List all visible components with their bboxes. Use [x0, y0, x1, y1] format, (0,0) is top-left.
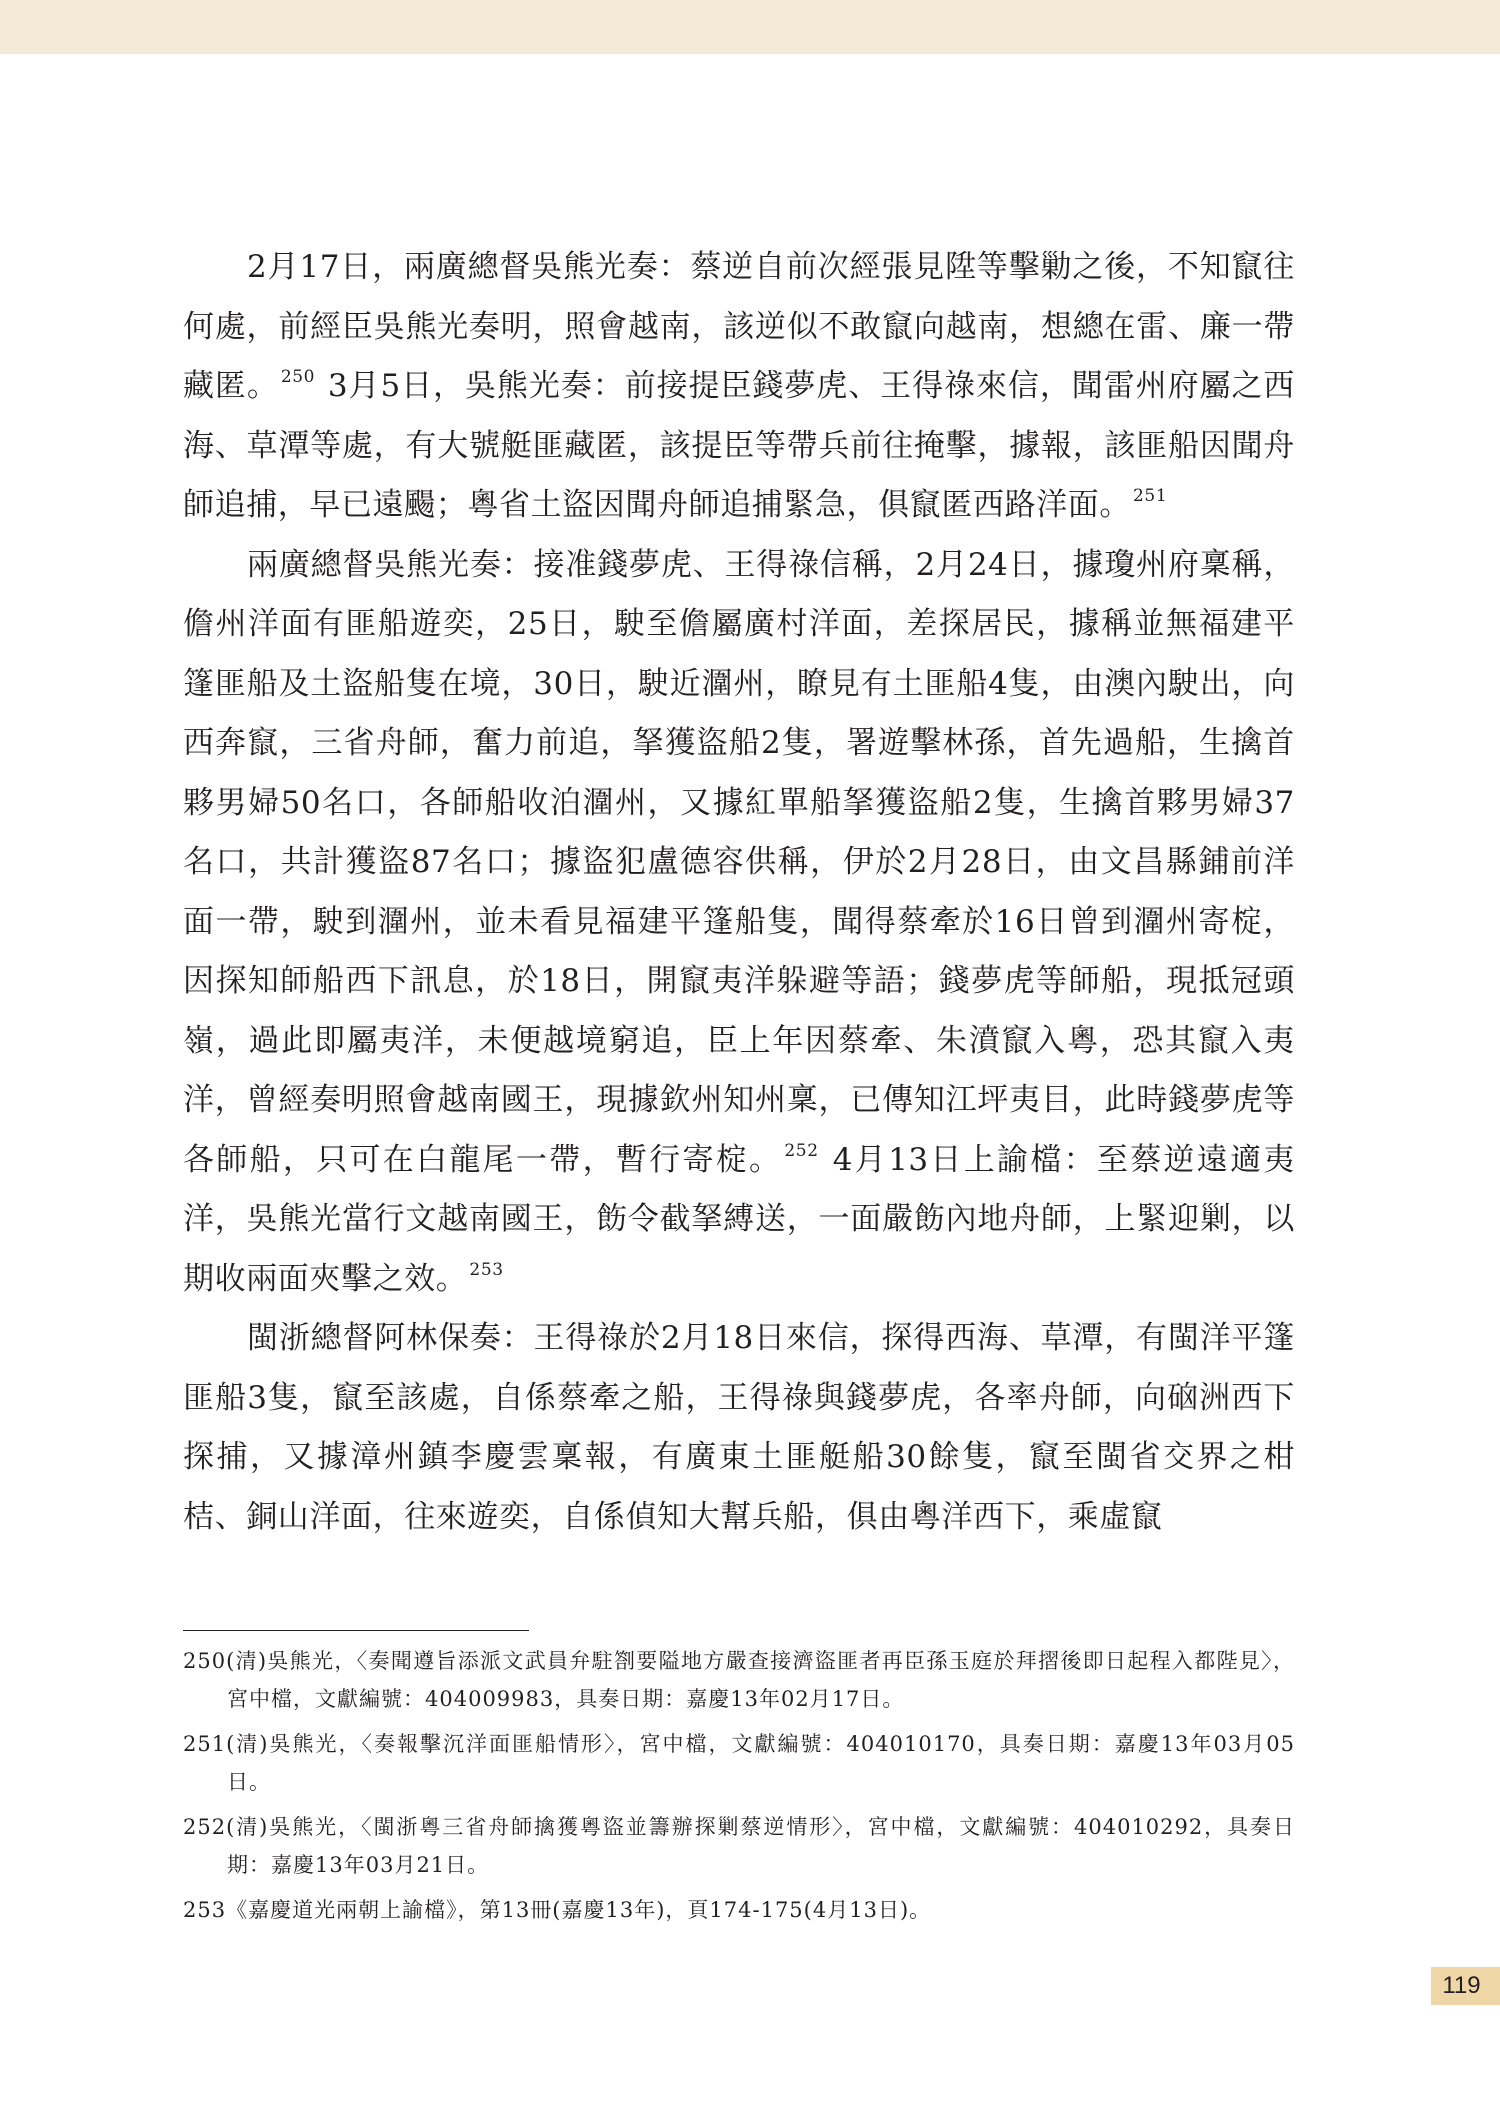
footnote-divider	[183, 1630, 529, 1631]
paragraph-2-text-a: 兩廣總督吳熊光奏：接准錢夢虎、王得祿信稱，2月24日，據瓊州府稟稱，儋州洋面有匪船遊奕，25日，駛至儋屬廣村洋面，差探居民，據稱並無福建平篷匪船及土盜船隻在境，30日，駛近潿州，瞭見有土匪船4隻，由澳內駛出，向西奔竄，三省舟師，奮力前追，拏獲盜船2隻，署遊擊林孫，首先過船，生擒首夥男婦50名口，各師船收泊潿州，又據紅單船拏獲盜船2隻，生擒首夥男婦37名口，共計獲盜87名口；據盜犯盧德容供稱，伊於2月28日，由文昌縣鋪前洋面一帶，駛到潿州，並未看見福建平篷船隻，聞得蔡牽於16日曾到潿州寄椗，因探知師船西下訊息，於18日，開竄夷洋躲避等語；錢夢虎等師船，現抵冠頭嶺，過此即屬夷洋，未便越境窮追，臣上年因蔡牽、朱濆竄入粵，恐其竄入夷洋，曾經奏明照會越南國王，現據欽州知州稟，已傳知江坪夷目，此時錢夢虎等各師船，只可在白龍尾一帶，暫行寄椗。	[183, 546, 1295, 1178]
paragraph-1-text-a: 2月17日，兩廣總督吳熊光奏：蔡逆自前次經張見陞等擊勦之後，不知竄往何處，前經臣吳熊光奏明，照會越南，該逆似不敢竄向越南，想總在雷、廉一帶藏匿。	[183, 249, 1295, 404]
footnote-250: 250(清)吳熊光，〈奏聞遵旨添派文武員弁駐劄要隘地方嚴查接濟盜匪者再臣孫玉庭於拜摺後即日起程入都陛見〉，宮中檔，文獻編號：404009983，具奏日期：嘉慶13年02月17日。	[183, 1649, 1295, 1711]
footnotes	[183, 1642, 1295, 1936]
footnote-ref-253[interactable]: 253	[469, 1259, 504, 1280]
footnote-252: 252(清)吳熊光，〈閩浙粵三省舟師擒獲粵盜並籌辦探剿蔡逆情形〉，宮中檔，文獻編號：404010292，具奏日期：嘉慶13年03月21日。	[183, 1815, 1295, 1877]
top-color-band	[0, 0, 1500, 54]
footnote-ref-251[interactable]: 251	[1133, 486, 1168, 506]
body-text	[183, 238, 1295, 1547]
page-number: 119	[1442, 1972, 1481, 1999]
paragraph-3	[183, 1309, 1295, 1547]
paragraph-2-text-b: 4月13日上諭檔：至蔡逆遠適夷洋，吳熊光當行文越南國王，飭令截拏縛送，一面嚴飭內地舟師，上緊迎剿，以期收兩面夾擊之效。	[183, 1141, 1295, 1297]
paragraph-1	[183, 238, 1295, 536]
paragraph-2	[183, 536, 1295, 1310]
footnote-ref-250[interactable]: 250	[280, 367, 316, 387]
footnote-253: 253《嘉慶道光兩朝上諭檔》，第13冊(嘉慶13年)，頁174-175(4月13日)。	[183, 1898, 932, 1922]
footnote-ref-252[interactable]: 252	[784, 1140, 819, 1161]
footnote-251: 251(清)吳熊光，〈奏報擊沉洋面匪船情形〉，宮中檔，文獻編號：404010170，具奏日期：嘉慶13年03月05日。	[183, 1732, 1295, 1794]
paragraph-3-text-a: 閩浙總督阿林保奏：王得祿於2月18日來信，探得西海、草潭，有閩洋平篷匪船3隻，竄至該處，自係蔡牽之船，王得祿與錢夢虎，各率舟師，向硇洲西下探捕，又據漳州鎮李慶雲稟報，有廣東土匪艇船30餘隻，竄至閩省交界之柑桔、銅山洋面，往來遊奕，自係偵知大幫兵船，俱由粵洋西下，乘虛竄	[183, 1320, 1295, 1535]
paragraph-1-text-b: 3月5日，吳熊光奏：前接提臣錢夢虎、王得祿來信，聞雷州府屬之西海、草潭等處，有大號艇匪藏匿，該提臣等帶兵前往掩擊，據報，該匪船因聞舟師追捕，早已遠颺；粵省土盜因聞舟師追捕緊急，俱竄匿西路洋面。	[183, 368, 1295, 523]
